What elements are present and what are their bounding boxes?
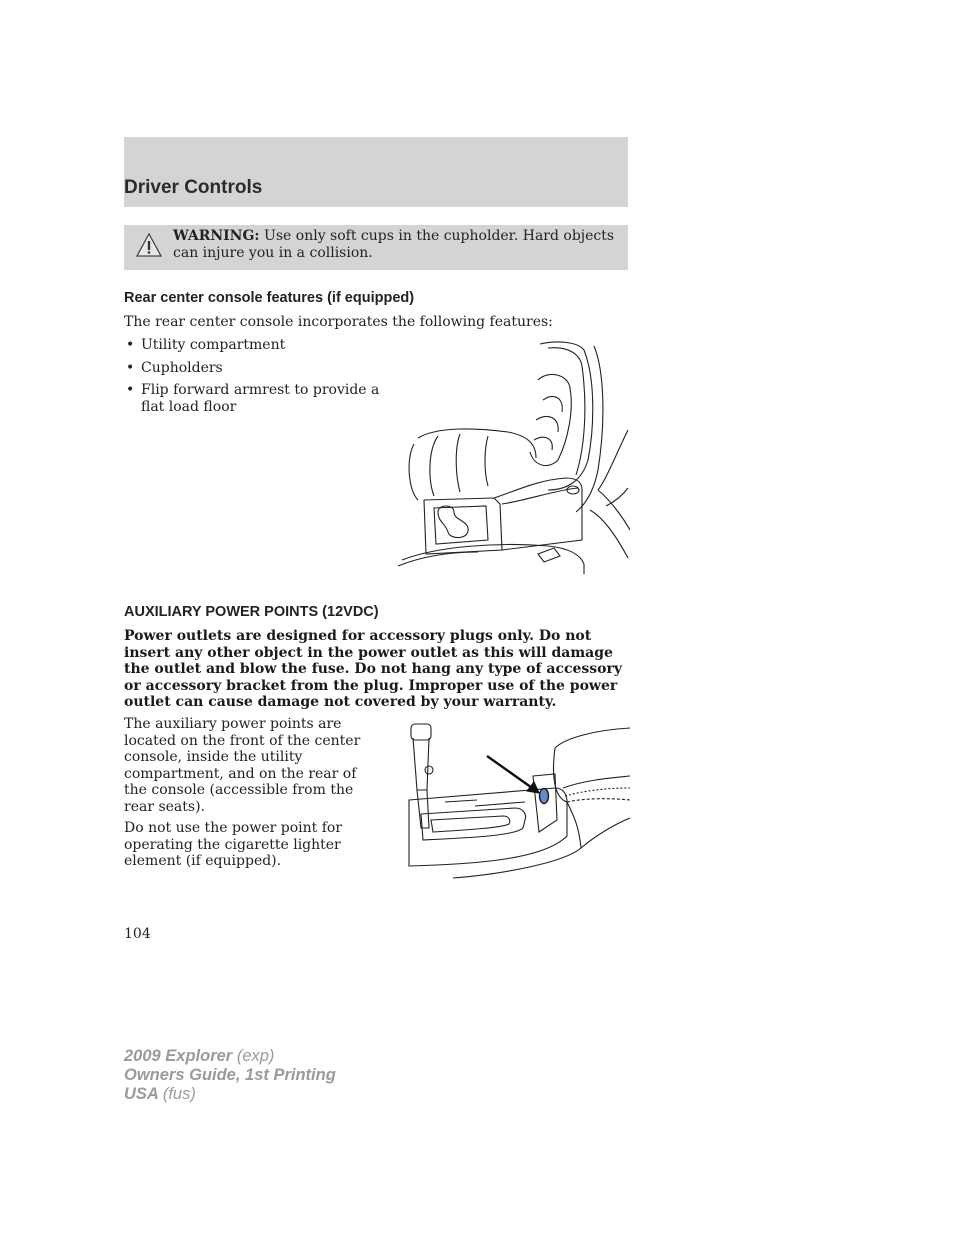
footer-line-1 <box>124 1047 336 1066</box>
warning-text-block <box>173 228 618 262</box>
footer-market-code: (fus) <box>162 1085 196 1103</box>
page-number: 104 <box>124 926 151 942</box>
document-footer <box>124 1047 336 1104</box>
list-item: • Cupholders <box>124 360 384 377</box>
rear-console-intro: The rear center console incorporates the following features: <box>124 314 553 330</box>
list-item: • Utility compartment <box>124 337 384 354</box>
warning-label: WARNING: <box>173 228 260 244</box>
warning-box <box>124 225 628 270</box>
rear-console-illustration <box>398 340 630 574</box>
footer-market: USA <box>124 1085 159 1103</box>
power-point-illustration <box>405 718 630 880</box>
aux-power-caution: Power outlets are designed for accessory plugs only. Do not insert any other object in the power outlet as this will damage the outlet and blow the fuse. Do not hang any type of accessory or accessory bracket from the plug. Improper use of the power outlet can cause damage not covered by your warranty. <box>124 628 623 710</box>
aux-power-heading: AUXILIARY POWER POINTS (12VDC) <box>124 604 379 620</box>
footer-model: 2009 Explorer <box>124 1047 233 1065</box>
aux-power-lighter-text: Do not use the power point for operating the cigarette lighter element (if equipped). <box>124 820 343 869</box>
footer-line-3 <box>124 1085 336 1104</box>
warning-triangle-icon <box>136 232 162 258</box>
feature-list <box>124 337 384 421</box>
list-item: • Flip forward armrest to provide a flat load floor <box>124 382 384 415</box>
warning-text: Use only soft cups in the cupholder. Hard objects can injure you in a collision. <box>173 228 615 261</box>
footer-line-2: Owners Guide, 1st Printing <box>124 1066 336 1084</box>
section-header <box>124 137 628 207</box>
aux-power-location-text: The auxiliary power points are located on the front of the center console, inside the utility compartment, and on the rear of the console (accessible from the rear seats). <box>124 716 361 815</box>
section-title: Driver Controls <box>124 177 263 198</box>
footer-model-code: (exp) <box>236 1047 275 1065</box>
rear-console-heading: Rear center console features (if equipped) <box>124 290 415 306</box>
